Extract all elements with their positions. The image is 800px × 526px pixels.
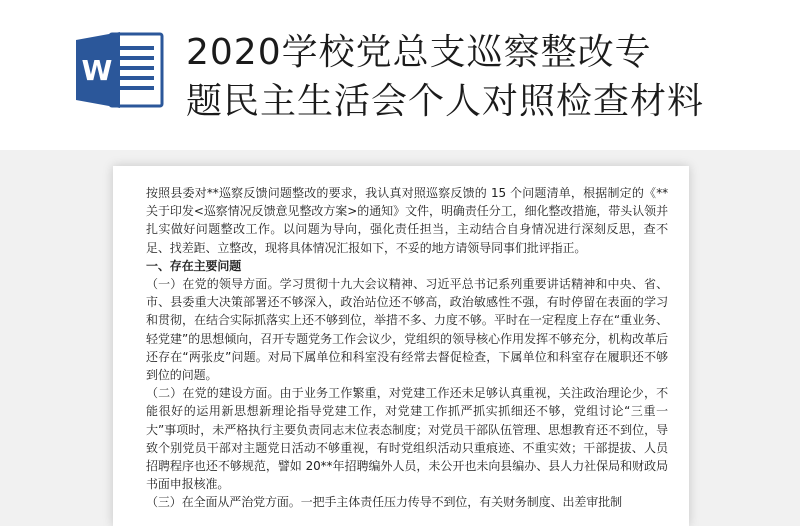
- paragraph-item-3: （三）在全面从严治党方面。一把手主体责任压力传导不到位，有关财务制度、出差审批制: [146, 495, 623, 510]
- page-title: [186, 28, 704, 126]
- title-line-2: 题民主生活会个人对照检查材料: [186, 81, 705, 122]
- document-page: [113, 166, 689, 526]
- microsoft-word-icon: [76, 30, 164, 110]
- paragraph-item-2: （二）在党的建设方面。由于业务工作繁重，对党建工作还未足够认真重视，关注政治理论少，不能很好的运用新思想新理论指导党建工作，对党建工作抓严抓实抓细还不够，党组讨论“三重一大”事项时，未严格执行主要负责同志末位表态制度；对党员干部队伍管理、思想教育还不到位，导致个别党员干部对主题党日活动不够重视，有时党组织活动只重痕迹、不重实效；干部提拔、人员招聘程序也还不够规范，譬如 20**年招聘编外人员，未公开也未向县编办、县人力社保局和财政局书面申报核准。: [146, 386, 668, 492]
- document-body: [146, 184, 668, 512]
- paragraph-item-1: （一）在党的领导方面。学习贯彻十九大会议精神、习近平总书记系列重要讲话精神和中央、省、市、县委重大决策部署还不够深入，政治站位还不够高，政治敏感性不强，有时停留在表面的学习和贯彻，在结合实际抓落实上还不够到位，举措不多、力度不够。平时在一定程度上存在“重业务、轻党建”的思想倾向，召开专题党务工作会议少，党组织的领导核心作用发挥不够充分，机构改革后还存在“两张皮”问题。对局下属单位和科室没有经常去督促检查，下属单位和科室存在履职还不够到位的问题。: [146, 277, 668, 383]
- title-line-1: 2020学校党总支巡察整改专: [186, 32, 652, 73]
- header: [0, 0, 800, 150]
- paragraph-intro: 按照县委对**巡察反馈问题整改的要求，我认真对照巡察反馈的 15 个问题清单，根据制定的《**关于印发<巡察情况反馈意见整改方案>的通知》文件，明确责任分工，细化整改措施，带头认领并扎实做好问题整改工作。以问题为导向，强化责任担当，主动结合自身情况进行深刻反思，查不足、找差距、立整改，现将具体情况汇报如下，不妥的地方请领导同事们批评指正。: [146, 186, 668, 255]
- word-logo-letter: W: [81, 54, 113, 87]
- section-heading: 一、存在主要问题: [146, 258, 242, 273]
